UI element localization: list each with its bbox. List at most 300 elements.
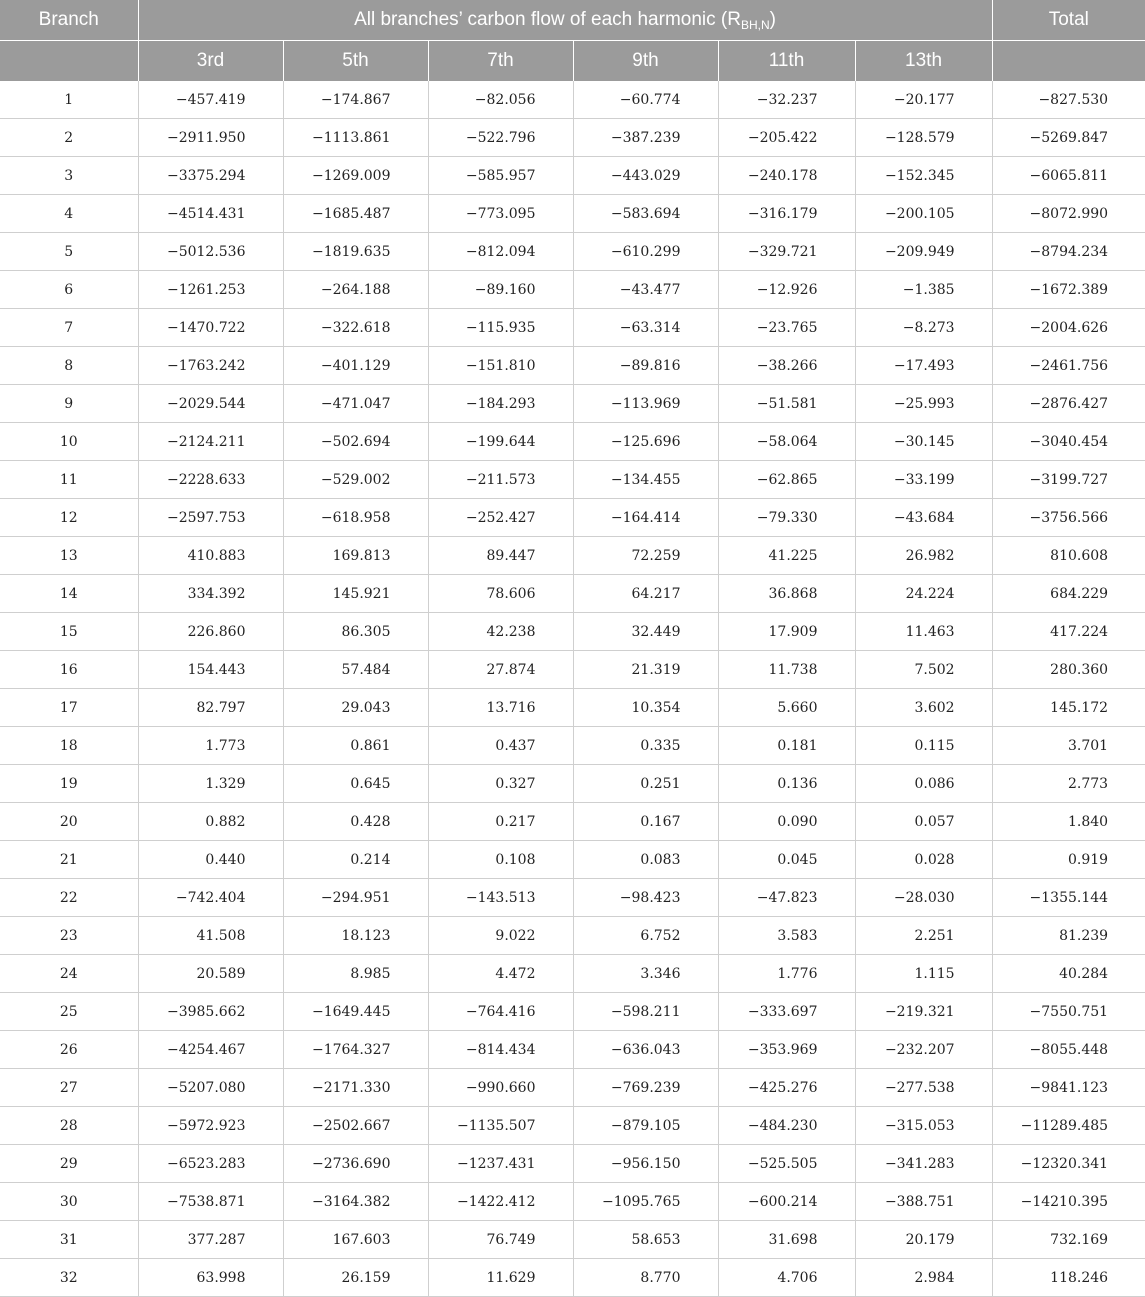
branch-cell: 5 — [0, 233, 138, 271]
value-total: −5269.847 — [992, 119, 1145, 157]
value-11th: −205.422 — [718, 119, 855, 157]
value-11th: 3.583 — [718, 917, 855, 955]
value-3rd: 226.860 — [138, 613, 283, 651]
value-3rd: 410.883 — [138, 537, 283, 575]
value-13th: 0.086 — [855, 765, 992, 803]
table-row — [0, 195, 1145, 233]
table-row — [0, 499, 1145, 537]
value-11th: 31.698 — [718, 1221, 855, 1259]
value-5th: 26.159 — [283, 1259, 428, 1297]
table-row — [0, 727, 1145, 765]
branch-cell: 26 — [0, 1031, 138, 1069]
value-3rd: 63.998 — [138, 1259, 283, 1297]
harmonic-header-13th: 13th — [855, 41, 992, 82]
table-row — [0, 119, 1145, 157]
value-5th: −2171.330 — [283, 1069, 428, 1107]
value-11th: −79.330 — [718, 499, 855, 537]
value-7th: −115.935 — [428, 309, 573, 347]
value-9th: 0.083 — [573, 841, 718, 879]
branch-cell: 24 — [0, 955, 138, 993]
value-total: 2.773 — [992, 765, 1145, 803]
value-total: 118.246 — [992, 1259, 1145, 1297]
value-3rd: 41.508 — [138, 917, 283, 955]
value-3rd: −3375.294 — [138, 157, 283, 195]
value-11th: −425.276 — [718, 1069, 855, 1107]
value-3rd: −2228.633 — [138, 461, 283, 499]
value-total: −2876.427 — [992, 385, 1145, 423]
value-9th: −89.816 — [573, 347, 718, 385]
value-3rd: −1261.253 — [138, 271, 283, 309]
value-total: −8794.234 — [992, 233, 1145, 271]
branch-cell: 30 — [0, 1183, 138, 1221]
table-row — [0, 993, 1145, 1031]
value-13th: −219.321 — [855, 993, 992, 1031]
value-3rd: −2029.544 — [138, 385, 283, 423]
value-5th: −1685.487 — [283, 195, 428, 233]
value-11th: −484.230 — [718, 1107, 855, 1145]
value-13th: 11.463 — [855, 613, 992, 651]
value-3rd: −742.404 — [138, 879, 283, 917]
value-total: −1355.144 — [992, 879, 1145, 917]
value-7th: −143.513 — [428, 879, 573, 917]
value-5th: 0.645 — [283, 765, 428, 803]
value-3rd: −4254.467 — [138, 1031, 283, 1069]
value-7th: −199.644 — [428, 423, 573, 461]
branch-cell: 9 — [0, 385, 138, 423]
value-9th: 58.653 — [573, 1221, 718, 1259]
branch-cell: 16 — [0, 651, 138, 689]
branch-cell: 6 — [0, 271, 138, 309]
value-5th: 169.813 — [283, 537, 428, 575]
branch-cell: 7 — [0, 309, 138, 347]
branch-cell: 8 — [0, 347, 138, 385]
value-5th: 18.123 — [283, 917, 428, 955]
value-9th: −636.043 — [573, 1031, 718, 1069]
branch-cell: 3 — [0, 157, 138, 195]
value-9th: −583.694 — [573, 195, 718, 233]
value-7th: 42.238 — [428, 613, 573, 651]
value-9th: 10.354 — [573, 689, 718, 727]
value-9th: −1095.765 — [573, 1183, 718, 1221]
value-9th: −769.239 — [573, 1069, 718, 1107]
value-9th: −60.774 — [573, 81, 718, 119]
branch-cell: 11 — [0, 461, 138, 499]
value-3rd: −2597.753 — [138, 499, 283, 537]
value-7th: −990.660 — [428, 1069, 573, 1107]
branch-header: Branch — [0, 0, 138, 41]
value-13th: 20.179 — [855, 1221, 992, 1259]
table-row — [0, 879, 1145, 917]
value-13th: 0.028 — [855, 841, 992, 879]
value-3rd: 334.392 — [138, 575, 283, 613]
value-7th: 89.447 — [428, 537, 573, 575]
table-row — [0, 423, 1145, 461]
value-9th: 32.449 — [573, 613, 718, 651]
value-11th: 4.706 — [718, 1259, 855, 1297]
table-row — [0, 613, 1145, 651]
value-5th: 29.043 — [283, 689, 428, 727]
value-9th: 0.251 — [573, 765, 718, 803]
table-row — [0, 309, 1145, 347]
value-13th: 2.984 — [855, 1259, 992, 1297]
value-7th: 76.749 — [428, 1221, 573, 1259]
table-row — [0, 765, 1145, 803]
value-13th: −30.145 — [855, 423, 992, 461]
value-13th: 24.224 — [855, 575, 992, 613]
value-9th: −134.455 — [573, 461, 718, 499]
value-9th: −125.696 — [573, 423, 718, 461]
branch-cell: 20 — [0, 803, 138, 841]
value-5th: −3164.382 — [283, 1183, 428, 1221]
value-13th: 26.982 — [855, 537, 992, 575]
value-9th: 3.346 — [573, 955, 718, 993]
value-9th: 6.752 — [573, 917, 718, 955]
value-total: 81.239 — [992, 917, 1145, 955]
table-row — [0, 157, 1145, 195]
value-5th: 0.861 — [283, 727, 428, 765]
table-row — [0, 841, 1145, 879]
branch-cell: 22 — [0, 879, 138, 917]
table-header — [0, 0, 1145, 81]
value-7th: 0.217 — [428, 803, 573, 841]
table-row — [0, 1031, 1145, 1069]
value-11th: −316.179 — [718, 195, 855, 233]
value-5th: 0.428 — [283, 803, 428, 841]
value-9th: −598.211 — [573, 993, 718, 1031]
value-11th: 11.738 — [718, 651, 855, 689]
value-total: −8055.448 — [992, 1031, 1145, 1069]
value-13th: −8.273 — [855, 309, 992, 347]
value-5th: −1113.861 — [283, 119, 428, 157]
branch-cell: 13 — [0, 537, 138, 575]
value-13th: −277.538 — [855, 1069, 992, 1107]
branch-cell: 27 — [0, 1069, 138, 1107]
value-3rd: −6523.283 — [138, 1145, 283, 1183]
table-row — [0, 1259, 1145, 1297]
table-row — [0, 461, 1145, 499]
value-3rd: 0.440 — [138, 841, 283, 879]
value-5th: −294.951 — [283, 879, 428, 917]
value-3rd: −1470.722 — [138, 309, 283, 347]
value-11th: 5.660 — [718, 689, 855, 727]
value-total: 0.919 — [992, 841, 1145, 879]
value-7th: −184.293 — [428, 385, 573, 423]
value-11th: −525.505 — [718, 1145, 855, 1183]
value-5th: −618.958 — [283, 499, 428, 537]
value-total: −3040.454 — [992, 423, 1145, 461]
value-9th: 21.319 — [573, 651, 718, 689]
value-7th: −1135.507 — [428, 1107, 573, 1145]
total-header-spacer — [992, 41, 1145, 82]
branch-cell: 17 — [0, 689, 138, 727]
table-row — [0, 233, 1145, 271]
branch-cell: 25 — [0, 993, 138, 1031]
value-total: −9841.123 — [992, 1069, 1145, 1107]
value-7th: 13.716 — [428, 689, 573, 727]
value-3rd: 1.329 — [138, 765, 283, 803]
value-5th: −1269.009 — [283, 157, 428, 195]
value-11th: −353.969 — [718, 1031, 855, 1069]
value-3rd: −7538.871 — [138, 1183, 283, 1221]
value-9th: −879.105 — [573, 1107, 718, 1145]
value-total: 145.172 — [992, 689, 1145, 727]
value-total: 732.169 — [992, 1221, 1145, 1259]
value-11th: 36.868 — [718, 575, 855, 613]
value-total: −2461.756 — [992, 347, 1145, 385]
value-total: −6065.811 — [992, 157, 1145, 195]
group-header-subscript: BH,N — [740, 17, 770, 32]
value-13th: −388.751 — [855, 1183, 992, 1221]
table-body — [0, 81, 1145, 1297]
branch-cell: 1 — [0, 81, 138, 119]
value-7th: −252.427 — [428, 499, 573, 537]
value-9th: −387.239 — [573, 119, 718, 157]
value-3rd: −2911.950 — [138, 119, 283, 157]
value-9th: −43.477 — [573, 271, 718, 309]
value-7th: 78.606 — [428, 575, 573, 613]
value-13th: −200.105 — [855, 195, 992, 233]
value-9th: −956.150 — [573, 1145, 718, 1183]
table-row — [0, 917, 1145, 955]
value-11th: −62.865 — [718, 461, 855, 499]
value-7th: −89.160 — [428, 271, 573, 309]
value-13th: 7.502 — [855, 651, 992, 689]
value-9th: −443.029 — [573, 157, 718, 195]
value-11th: −240.178 — [718, 157, 855, 195]
table-row — [0, 1069, 1145, 1107]
value-3rd: 0.882 — [138, 803, 283, 841]
value-3rd: −2124.211 — [138, 423, 283, 461]
table-row — [0, 803, 1145, 841]
value-3rd: −5012.536 — [138, 233, 283, 271]
group-header-close: ) — [769, 8, 776, 30]
value-5th: −401.129 — [283, 347, 428, 385]
harmonic-header-3rd: 3rd — [138, 41, 283, 82]
total-header: Total — [992, 0, 1145, 41]
value-3rd: −457.419 — [138, 81, 283, 119]
harmonic-header-7th: 7th — [428, 41, 573, 82]
value-11th: 0.090 — [718, 803, 855, 841]
value-total: −8072.990 — [992, 195, 1145, 233]
value-7th: −585.957 — [428, 157, 573, 195]
value-13th: −28.030 — [855, 879, 992, 917]
branch-cell: 18 — [0, 727, 138, 765]
value-9th: −164.414 — [573, 499, 718, 537]
value-total: −2004.626 — [992, 309, 1145, 347]
value-13th: −341.283 — [855, 1145, 992, 1183]
value-11th: −600.214 — [718, 1183, 855, 1221]
value-9th: 8.770 — [573, 1259, 718, 1297]
value-13th: −17.493 — [855, 347, 992, 385]
value-11th: 0.045 — [718, 841, 855, 879]
branch-cell: 32 — [0, 1259, 138, 1297]
table-row — [0, 347, 1145, 385]
value-11th: 0.181 — [718, 727, 855, 765]
value-11th: 17.909 — [718, 613, 855, 651]
value-total: 280.360 — [992, 651, 1145, 689]
value-9th: −610.299 — [573, 233, 718, 271]
harmonic-header-9th: 9th — [573, 41, 718, 82]
value-7th: 4.472 — [428, 955, 573, 993]
branch-cell: 28 — [0, 1107, 138, 1145]
value-total: −827.530 — [992, 81, 1145, 119]
value-7th: −1237.431 — [428, 1145, 573, 1183]
branch-cell: 15 — [0, 613, 138, 651]
value-13th: −1.385 — [855, 271, 992, 309]
value-13th: −232.207 — [855, 1031, 992, 1069]
value-7th: 0.108 — [428, 841, 573, 879]
value-3rd: −5972.923 — [138, 1107, 283, 1145]
value-5th: 0.214 — [283, 841, 428, 879]
value-5th: −1649.445 — [283, 993, 428, 1031]
value-5th: 8.985 — [283, 955, 428, 993]
value-5th: −2502.667 — [283, 1107, 428, 1145]
value-3rd: −4514.431 — [138, 195, 283, 233]
value-7th: −211.573 — [428, 461, 573, 499]
value-13th: −315.053 — [855, 1107, 992, 1145]
value-total: −3199.727 — [992, 461, 1145, 499]
value-7th: 11.629 — [428, 1259, 573, 1297]
value-13th: −20.177 — [855, 81, 992, 119]
value-11th: 0.136 — [718, 765, 855, 803]
value-11th: −12.926 — [718, 271, 855, 309]
value-total: −7550.751 — [992, 993, 1145, 1031]
value-5th: −529.002 — [283, 461, 428, 499]
harmonic-header-11th: 11th — [718, 41, 855, 82]
value-9th: 0.167 — [573, 803, 718, 841]
value-13th: 0.115 — [855, 727, 992, 765]
value-7th: −522.796 — [428, 119, 573, 157]
value-13th: −25.993 — [855, 385, 992, 423]
value-5th: 167.603 — [283, 1221, 428, 1259]
value-13th: −152.345 — [855, 157, 992, 195]
value-9th: 64.217 — [573, 575, 718, 613]
table-row — [0, 1183, 1145, 1221]
value-total: 684.229 — [992, 575, 1145, 613]
value-5th: 86.305 — [283, 613, 428, 651]
value-5th: −1764.327 — [283, 1031, 428, 1069]
value-7th: −82.056 — [428, 81, 573, 119]
table-row — [0, 689, 1145, 727]
value-11th: 41.225 — [718, 537, 855, 575]
value-7th: 0.327 — [428, 765, 573, 803]
value-11th: −51.581 — [718, 385, 855, 423]
value-7th: −812.094 — [428, 233, 573, 271]
value-9th: −113.969 — [573, 385, 718, 423]
value-5th: −174.867 — [283, 81, 428, 119]
harmonic-header-5th: 5th — [283, 41, 428, 82]
value-9th: −98.423 — [573, 879, 718, 917]
value-total: −3756.566 — [992, 499, 1145, 537]
value-5th: −2736.690 — [283, 1145, 428, 1183]
value-3rd: 377.287 — [138, 1221, 283, 1259]
group-header-text: All branches’ carbon flow of each harmonic (R — [354, 8, 741, 30]
branch-cell: 21 — [0, 841, 138, 879]
value-7th: −1422.412 — [428, 1183, 573, 1221]
value-total: 40.284 — [992, 955, 1145, 993]
table-row — [0, 1107, 1145, 1145]
value-3rd: −1763.242 — [138, 347, 283, 385]
value-7th: 27.874 — [428, 651, 573, 689]
table-row — [0, 575, 1145, 613]
harmonic-group-header — [138, 0, 992, 41]
value-total: −12320.341 — [992, 1145, 1145, 1183]
branch-cell: 12 — [0, 499, 138, 537]
value-9th: 0.335 — [573, 727, 718, 765]
branch-cell: 19 — [0, 765, 138, 803]
value-9th: −63.314 — [573, 309, 718, 347]
table-row — [0, 81, 1145, 119]
value-7th: −764.416 — [428, 993, 573, 1031]
value-13th: 1.115 — [855, 955, 992, 993]
value-11th: −38.266 — [718, 347, 855, 385]
value-5th: −471.047 — [283, 385, 428, 423]
value-13th: 2.251 — [855, 917, 992, 955]
value-13th: 3.602 — [855, 689, 992, 727]
table-row — [0, 537, 1145, 575]
value-13th: −128.579 — [855, 119, 992, 157]
value-3rd: −5207.080 — [138, 1069, 283, 1107]
value-3rd: 20.589 — [138, 955, 283, 993]
value-3rd: 154.443 — [138, 651, 283, 689]
value-total: 417.224 — [992, 613, 1145, 651]
value-5th: −1819.635 — [283, 233, 428, 271]
table-row — [0, 651, 1145, 689]
branch-cell: 2 — [0, 119, 138, 157]
branch-cell: 31 — [0, 1221, 138, 1259]
value-5th: 57.484 — [283, 651, 428, 689]
branch-cell: 23 — [0, 917, 138, 955]
value-total: −11289.485 — [992, 1107, 1145, 1145]
value-13th: 0.057 — [855, 803, 992, 841]
value-5th: −502.694 — [283, 423, 428, 461]
branch-cell: 14 — [0, 575, 138, 613]
value-11th: −58.064 — [718, 423, 855, 461]
value-7th: 9.022 — [428, 917, 573, 955]
value-11th: −23.765 — [718, 309, 855, 347]
value-3rd: 1.773 — [138, 727, 283, 765]
table-row — [0, 271, 1145, 309]
value-11th: −333.697 — [718, 993, 855, 1031]
value-7th: −151.810 — [428, 347, 573, 385]
value-7th: −814.434 — [428, 1031, 573, 1069]
value-11th: −47.823 — [718, 879, 855, 917]
table-row — [0, 955, 1145, 993]
branch-cell: 10 — [0, 423, 138, 461]
value-11th: −32.237 — [718, 81, 855, 119]
table-row — [0, 1145, 1145, 1183]
value-13th: −33.199 — [855, 461, 992, 499]
value-3rd: 82.797 — [138, 689, 283, 727]
value-7th: −773.095 — [428, 195, 573, 233]
value-total: −1672.389 — [992, 271, 1145, 309]
value-3rd: −3985.662 — [138, 993, 283, 1031]
value-total: −14210.395 — [992, 1183, 1145, 1221]
branch-cell: 29 — [0, 1145, 138, 1183]
value-5th: −264.188 — [283, 271, 428, 309]
value-total: 1.840 — [992, 803, 1145, 841]
table-row — [0, 1221, 1145, 1259]
value-5th: 145.921 — [283, 575, 428, 613]
value-13th: −43.684 — [855, 499, 992, 537]
value-total: 3.701 — [992, 727, 1145, 765]
value-total: 810.608 — [992, 537, 1145, 575]
value-5th: −322.618 — [283, 309, 428, 347]
value-9th: 72.259 — [573, 537, 718, 575]
branch-cell: 4 — [0, 195, 138, 233]
table-row — [0, 385, 1145, 423]
value-13th: −209.949 — [855, 233, 992, 271]
